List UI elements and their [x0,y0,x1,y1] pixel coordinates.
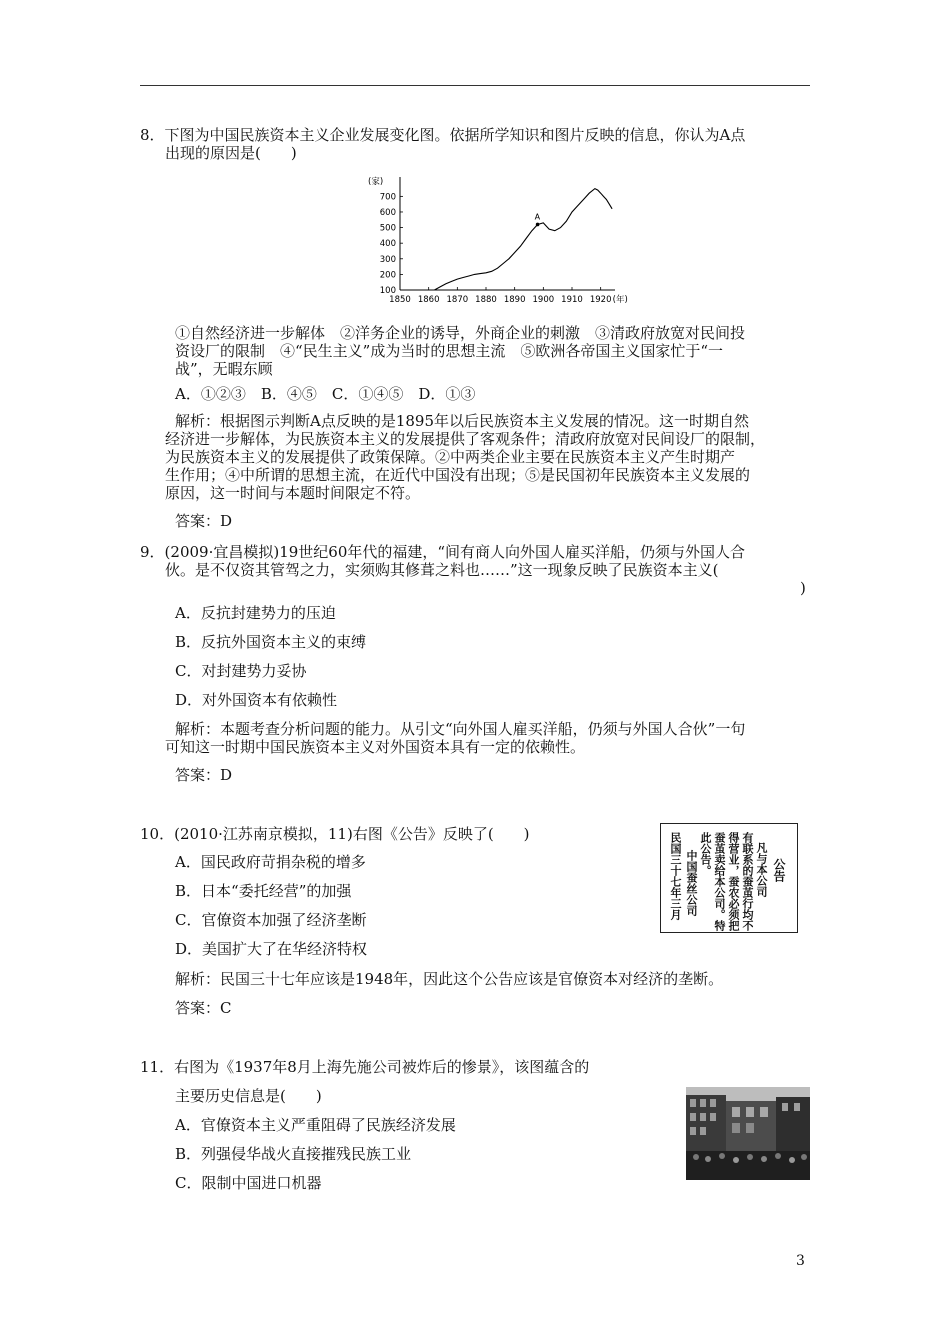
q8-answer: 答案：D [175,512,233,530]
q8-line2: 出现的原因是( ) [165,144,297,162]
announcement-image [660,823,798,933]
x-tick-label: 1920 [589,295,612,305]
q9-analysis-line2: 可知这一时期中国民族资本主义对外国资本具有一定的依赖性。 [165,738,586,756]
y-axis-label: (家) [368,177,384,187]
page-number: 3 [796,1253,805,1269]
q8-options-line1: ①自然经济进一步解体 ②洋务企业的诱导，外商企业的刺激 ③清政府放宽对民间投 [175,324,746,342]
header-rule [140,85,810,86]
point-a-marker [536,223,540,227]
q8-options-line3: 战”，无暇东顾 [175,360,273,378]
notice-column: 得营业，蚕农必须把 [727,832,740,931]
notice-title: 公告 [772,858,786,882]
x-tick-label: 1890 [503,295,526,305]
x-tick-label: 1900 [532,295,555,305]
series-line [434,189,612,290]
y-tick-label: 100 [379,286,396,296]
notice-column: 有联系的蚕茧行均不 [741,832,754,931]
y-tick-label: 400 [379,239,396,250]
q9-line3: ) [800,579,806,597]
q9-line1: 9．(2009·宜昌模拟)19世纪60年代的福建，“间有商人向外国人雇买洋船，仍须与外国人合 [140,543,746,561]
q11-line1: 11．右图为《1937年8月上海先施公司被炸后的惨景》，该图蕴含的 [140,1058,590,1076]
q9-answer: 答案：D [175,766,233,784]
notice-column: 凡与本公司 [755,842,768,897]
q8-analysis-line: 原因，这一时间与本题时间限定不符。 [165,484,421,502]
q9-option-d: D．对外国资本有依赖性 [175,691,338,709]
y-tick-label: 200 [379,270,396,281]
q11-option-c: C．限制中国进口机器 [175,1174,322,1192]
notice-signature: 中国蚕丝公司 [685,850,698,916]
q11-option-b: B．列强侵华战火直接摧残民族工业 [175,1145,412,1163]
q8-analysis-line: 为民族资本主义的发展提供了政策保障。②中两类企业主要在民族资本主义产生时期产 [165,448,736,466]
q8-line1: 8．下图为中国民族资本主义企业发展变化图。依据所学知识和图片反映的信息，你认为A点 [140,126,746,144]
q9-analysis-line1: 解析：本题考查分析问题的能力。从引文“向外国人雇买洋船，仍须与外国人合伙”一句 [175,720,746,738]
bombed-street-photo [686,1087,810,1180]
q9-option-b: B．反抗外国资本主义的束缚 [175,633,367,651]
q10-option-a: A．国民政府苛捐杂税的增多 [175,853,366,871]
y-tick-label: 500 [379,223,396,234]
enterprise-development-chart [360,172,630,322]
x-tick-label: 1860 [417,295,440,305]
y-tick-label: 600 [379,207,396,218]
x-axis-label: (年) [612,295,628,305]
q8-analysis-line: 生作用；④中所谓的思想主流，在近代中国没有出现；⑤是民国初年民族资本主义发展的 [165,466,751,484]
x-tick-label: 1880 [475,295,497,305]
q10-line1: 10．(2010·江苏南京模拟，11)右图《公告》反映了( ) [140,825,530,843]
q8-choices: A．①②③ B．④⑤ C．①④⑤ D．①③ [175,385,476,403]
q11-line2: 主要历史信息是( ) [175,1087,322,1105]
q9-option-c: C．对封建势力妥协 [175,662,307,680]
notice-date: 民国三十七年三月 [669,832,682,920]
notice-column: 此公告。 [699,832,712,876]
q11-option-a: A．官僚资本主义严重阻碍了民族经济发展 [175,1116,456,1134]
q8-analysis-line: 经济进一步解体，为民族资本主义的发展提供了客观条件；清政府放宽对民间设厂的限制， [165,430,766,448]
q9-option-a: A．反抗封建势力的压迫 [175,604,336,622]
q8-options-line2: 资设厂的限制 ④“民生主义”成为当时的思想主流 ⑤欧洲各帝国主义国家忙于“一 [175,342,724,360]
point-a-label: A [534,212,541,222]
x-tick-label: 1870 [446,295,469,305]
q10-answer: 答案：C [175,999,232,1017]
q10-option-b: B．日本“委托经营”的加强 [175,882,352,900]
x-tick-label: 1910 [561,295,583,305]
y-tick-label: 300 [379,254,396,265]
x-tick-label: 1850 [389,295,411,305]
q10-analysis: 解析：民国三十七年应该是1948年，因此这个公告应该是官僚资本对经济的垄断。 [175,970,724,988]
y-tick-label: 700 [379,192,396,203]
q8-analysis-line: 解析：根据图示判断A点反映的是1895年以后民族资本主义发展的情况。这一时期自然 [175,412,750,430]
q10-option-c: C．官僚资本加强了经济垄断 [175,911,367,929]
q9-line2: 伙。是不仅资其管驾之力，实须购其修葺之料也……”这一现象反映了民族资本主义( [165,561,719,579]
notice-column: 蚕茧卖给本公司。特 [713,832,726,931]
q10-option-d: D．美国扩大了在华经济特权 [175,940,368,958]
